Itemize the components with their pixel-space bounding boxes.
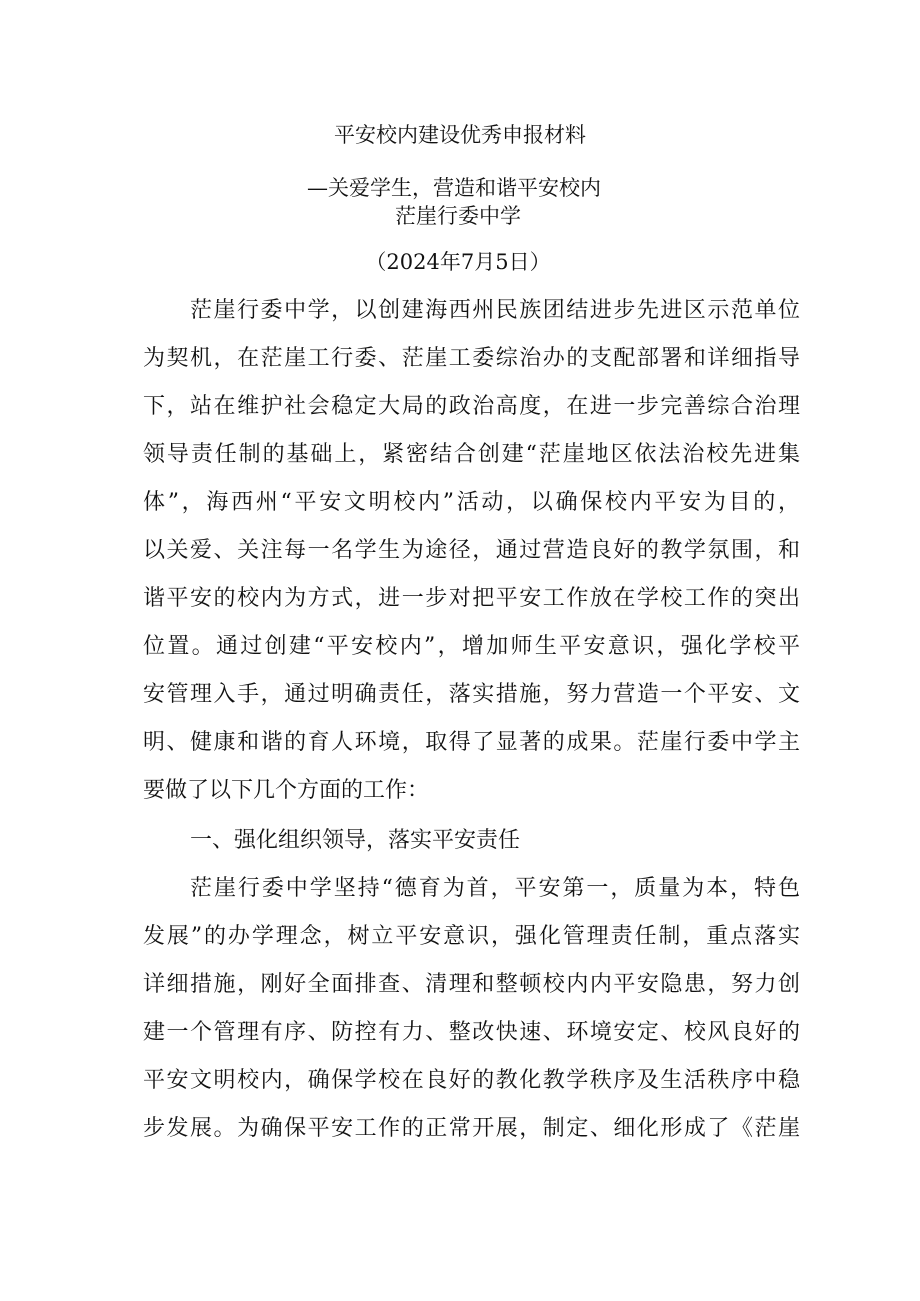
paragraph-line: 为契机，在茫崖工行委、茫崖工委综治办的支配部署和详细指导 <box>143 346 800 371</box>
paragraph-line: 领导责任制的基础上，紧密结合创建“茫崖地区依法治校先进集 <box>143 442 800 467</box>
section-heading: 一、强化组织领导，落实平安责任 <box>190 828 521 853</box>
paragraph-line: 明、健康和谐的育人环境，取得了显著的成果。茫崖行委中学主 <box>143 730 800 755</box>
document-subtitle: —关爱学生，营造和谐平安校内 <box>307 176 601 200</box>
paragraph-line: 安管理入手，通过明确责任，落实措施，努力营造一个平安、文 <box>143 682 800 707</box>
paragraph-line: 茫崖行委中学，以创建海西州民族团结进步先进区示范单位 <box>190 298 800 323</box>
paragraph-line: 建一个管理有序、防控有力、整改快速、环境安定、校风良好的 <box>143 1020 800 1045</box>
paragraph-line: 谐平安的校内为方式，进一步对把平安工作放在学校工作的突出 <box>143 586 800 611</box>
paragraph-line: 下，站在维护社会稳定大局的政治高度，在进一步完善综合治理 <box>143 394 800 419</box>
paragraph-line: 位置。通过创建“平安校内”，增加师生平安意识，强化学校平 <box>143 634 800 659</box>
paragraph-line: 发展”的办学理念，树立平安意识，强化管理责任制，重点落实 <box>143 924 800 949</box>
document-title: 平安校内建设优秀申报材料 <box>334 123 586 147</box>
paragraph-line: 步发展。为确保平安工作的正常开展，制定、细化形成了《茫崖 <box>143 1116 800 1141</box>
document-date: （2024年7月5日） <box>365 250 551 274</box>
paragraph-line: 详细措施，刚好全面排查、清理和整顿校内内平安隐患，努力创 <box>143 972 800 997</box>
paragraph-line: 以关爱、关注每一名学生为途径，通过营造良好的教学氛围，和 <box>143 538 800 563</box>
paragraph-line: 要做了以下几个方面的工作： <box>143 778 430 803</box>
school-name: 茫崖行委中学 <box>395 204 521 228</box>
paragraph-line: 茫崖行委中学坚持“德育为首，平安第一，质量为本，特色 <box>190 876 800 901</box>
paragraph-line: 体”，海西州“平安文明校内”活动，以确保校内平安为目的， <box>143 490 800 515</box>
paragraph-line: 平安文明校内，确保学校在良好的教化教学秩序及生活秩序中稳 <box>143 1068 800 1093</box>
